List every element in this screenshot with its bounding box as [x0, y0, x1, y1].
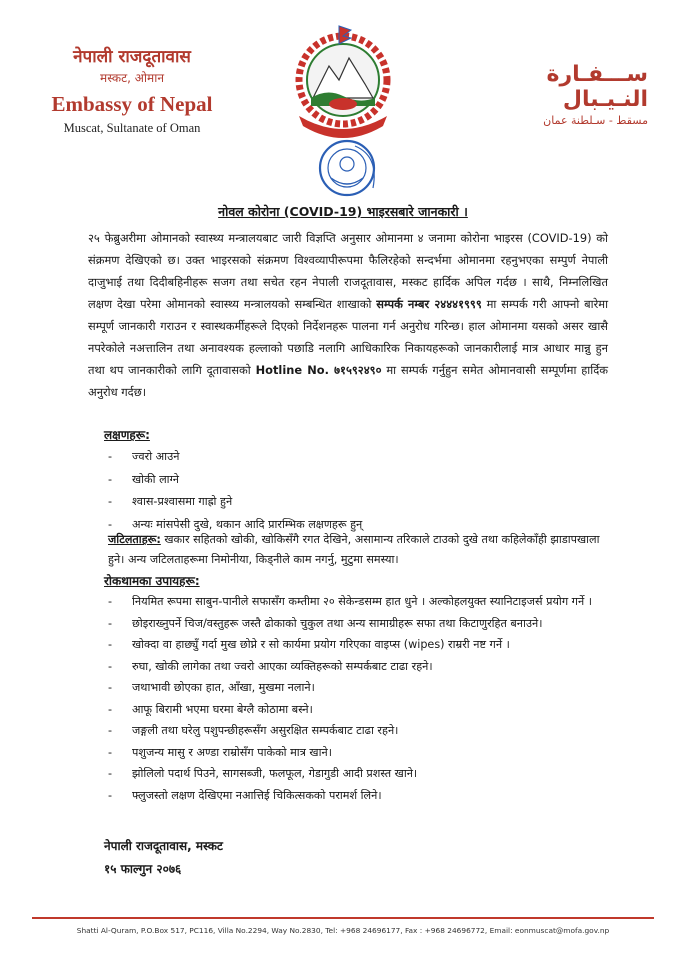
- nepal-emblem-icon: [285, 18, 401, 198]
- symptoms-list: [108, 446, 618, 536]
- contact-number: सम्पर्क नम्बर २४४४१९९९: [376, 297, 482, 311]
- notice-title: नोवल कोरोना (COVID-19) भाइरसबारे जानकारी ।: [218, 204, 468, 219]
- embassy-name-english: Embassy of Nepal: [51, 92, 213, 116]
- complications-label: जटिलताहरू:: [108, 533, 161, 546]
- intro-paragraph: [88, 227, 608, 403]
- list-item: - श्वास-प्रश्वासमा गाह्रो हुने: [108, 495, 233, 508]
- intro-text-3: मा सम्पर्क गर्नुहुन समेत ओमानवासी सम्पूर्णमा हार्दिक अनुरोध गर्दछ।: [88, 363, 608, 399]
- complications-paragraph: [108, 530, 618, 570]
- list-item: - झोलिलो पदार्थ पिउने, सागसब्जी, फलफूल, गेडागुडी आदी प्रशस्त खाने।: [108, 767, 418, 780]
- complications-text: खकार सहितको खोकी, खोकिसँगै रगत देखिने, असामान्य तरिकाले टाउको दुखे तथा कहिलेकाँही झाडापखाला हुने। अन्य जटिलताहरूमा निमोनीया, किड्नीले काम नगर्नु, मुटुमा समस्या।: [108, 533, 600, 566]
- list-item: - अन्यः मांसपेसी दुखे, थकान आदि प्रारम्भिक लक्षणहरू हुन्: [108, 517, 363, 531]
- list-item: - खोक्दा वा हाछ्युँ गर्दा मुख छोप्ने र सो कार्यमा प्रयोग गरिएका वाइप्स (wipes) राम्ररी नष्ट गर्ने ।: [108, 638, 510, 651]
- footer-address: Shatti Al-Quram, P.O.Box 517, PC116, Villa No.2294, Way No.2830, Tel: +968 24696177, Fax : +968 24696772, Email: eonmuscat@mofa.gov.np: [76, 926, 610, 935]
- letterhead-left: [22, 44, 242, 136]
- embassy-name-arabic: ســـفـارة النـيـبال: [546, 62, 648, 112]
- intro-text-2: मा सम्पर्क गरी आफ्नो बारेमा सम्पूर्ण जानकारी गराउन र स्वास्थकर्मीहरूले दिएको निर्देशनहरू पालना गर्न अनुरोध गरिन्छ। हाल ओमानमा यसको असर खासै नपरेकोले नअत्तालिन तथा अनावश्यक हल्लाको पछाडि नलागि आधिकारिक निकायहरूको जानकारीलाई मात्र आधार मान्नु हुन तथा थप जानकारीको लागि दूतावासको: [88, 297, 609, 377]
- hotline-number: Hotline No. ७१५९२४९०: [255, 363, 382, 377]
- list-item: - जङ्गली तथा घरेलु पशुपन्छीहरूसँग असुरक्षित सम्पर्कबाट टाढा रहने।: [108, 724, 399, 737]
- list-item: - खोकी लाग्ने: [108, 472, 179, 486]
- signature-embassy: नेपाली राजदूतावास, मस्कट: [104, 839, 223, 853]
- list-item: - फ्लुजस्तो लक्षण देखिएमा नआत्तिई चिकित्सकको परामर्श लिने।: [108, 788, 382, 802]
- embassy-location-nepali: मस्कट, ओमान: [100, 71, 164, 85]
- list-item: - रुघा, खोकी लागेका तथा ज्वरो आएका व्यक्तिहरूको सम्पर्कबाट टाढा रहने।: [108, 659, 433, 673]
- list-item: - ज्वरो आउने: [108, 450, 180, 463]
- footer-divider: [32, 917, 654, 919]
- list-item: - छोइराख्नुपर्ने चिज/वस्तुहरू जस्तै ढोकाको चुकुल तथा अन्य सामाग्रीहरू सफा तथा किटाणुरहित बनाउने।: [108, 616, 543, 630]
- symptoms-heading: लक्षणहरू:: [104, 428, 150, 442]
- list-item: - पशुजन्य मासु र अण्डा राम्रोसँग पाकेको मात्र खाने।: [108, 745, 332, 759]
- embassy-location-english: Muscat, Sultanate of Oman: [63, 121, 201, 135]
- embassy-location-arabic: مسقط - سـلطنة عمان: [543, 114, 648, 127]
- letterhead-right: [478, 62, 648, 127]
- list-item: - आफू बिरामी भएमा घरमा बेग्लै कोठामा बस्ने।: [108, 702, 313, 716]
- list-item: - नियमित रूपमा साबुन-पानीले सफासँग कम्तीमा २० सेकेन्डसम्म हात धुने । अल्कोहलयुक्त स्यानिटाइजर्स प्रयोग गर्ने ।: [108, 595, 592, 608]
- prevention-heading: रोकथामका उपायहरू:: [104, 574, 200, 588]
- signature-date: १५ फाल्गुन २०७६: [104, 862, 182, 876]
- intro-text-1: २५ फेब्रुअरीमा ओमानको स्वास्थ्य मन्त्रालयबाट जारी विज्ञप्ति अनुसार ओमानमा ४ जनामा कोरोना भाइरस (COVID-19) को संक्रमण देखिएको छ। उक्त भाइरसको संक्रमण विश्वव्यापीरूपमा फैलिरहेको सन्दर्भमा ओमानमा रहनुभएका सम्पुर्ण नेपाली दाजुभाई तथा दिदीबहिनीहरू सजग तथा सचेत रहन नेपाली राजदूतावास, मस्कट हार्दिक अपिल गर्दछ । साथै, निम्नलिखित लक्षण देखा परेमा ओमानको स्वास्थ्य मन्त्रालयको सम्बन्धित शाखाको: [88, 231, 608, 311]
- embassy-name-nepali: नेपाली राजदूतावास: [73, 47, 191, 67]
- prevention-list: [108, 592, 608, 805]
- list-item: - जथाभावी छोएका हात, आँखा, मुखमा नलाने।: [108, 681, 315, 694]
